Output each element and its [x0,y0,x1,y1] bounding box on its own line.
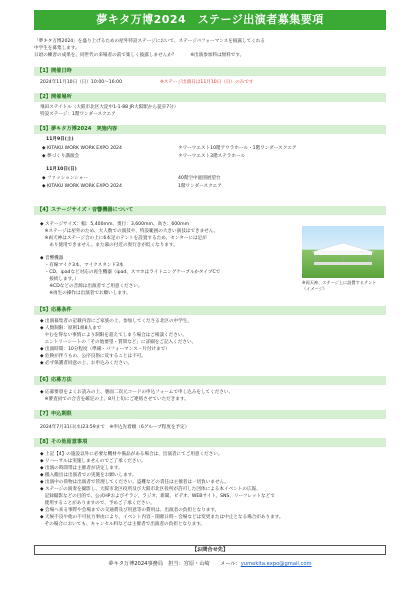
stage-line: ・CD、ipadなど対応の再生機器（ipad、スマホはライトニングケーブルかタイプCで [40,270,221,275]
venue-stage: 特設ステージ：1階ワンダースクエア [40,112,116,117]
note-line: ◆ ステージの演奏を撮影し、大阪市北区役所及び大阪市北区役所が許可した団体による本イベントの広報、 [40,487,261,492]
stage-line: ◆ 音響機器 [40,256,64,261]
section-header-deadline: 【7】申込期限 [34,410,386,419]
requirement-line: エントリーシートの「その他要望・質問など」に詳細をご記入ください。 [40,340,197,345]
note-line: ◆ 上記【4】の施設以外に必要な機材や備品がある場合は、出演者にてご用意ください。 [40,452,223,457]
note-line: その場合においても、キャンセル料などは主催者で出演者の負担となります。 [40,522,206,527]
contact-email-link[interactable]: yumekita.expo@gmail.com [240,561,312,567]
program-place: 1階ワンダースクエア [178,184,222,189]
tent-photo-caption: ※両天神、ステージ上に設置するテント（イメージ） [302,280,377,291]
program-item: ◆ ファッションショー [42,176,88,181]
requirement-line: ◆ 人数制限：原則1組8人まで [40,326,102,331]
requirement-line: ◆ 出演募集者の記載内容にご家族の上、参加してくださる北区の中学生。 [40,319,192,324]
note-line: ◆ 搬入搬出は出演者での実施をお願いします。 [40,473,137,478]
venue-address: 飛田ステイトル（大阪市北区大淀中1-1-88 JR大阪駅から徒歩7分） [40,105,179,110]
stage-line: ◆ ステージサイズ：幅：5,400mm、奥行：3,600mm、高さ：600mm [40,222,190,227]
note-line: ◆ 会場へ来る事際や会場までの交通費及び用意等の費用は、出演者の負担となります。 [40,508,220,513]
program-item: ◆ KITAKU WORK WORK EXPO 2024 [42,146,122,151]
section-header-notes: 【8】その他留意事項 [34,438,386,447]
intro-line: 中学生を募集します。 [34,46,80,51]
note-line: ◆ 天候不良や他の不可抗力事由により、イベント内容・開催日時・会場などは変更または中止となる場合があります。 [40,515,284,520]
note-line: 記録撮影などの目的で、公式HPおよびチラシ、ラジオ、新聞、ビデオ、WEBサイト、SNS、リーフレットなどで [40,494,275,499]
program-day-2: 11月10日(日) [46,167,77,172]
tent-photo [302,226,384,278]
stage-line: 接続します。） [40,277,79,282]
event-date: 2024年11月10日（日）10:00～16:00 [40,80,123,85]
organizer-text: 夢キタ万博2024事務局 担当：宮原・山崎 メール： [108,561,241,567]
intro-line: 「夢キタ万博2024」を盛り上げるための屋外特設ステージにおいて、ステージパフォーマンスを披露してくれる [34,39,265,44]
program-item: ◆ KITAKU WORK WORK EXPO 2024 [42,184,122,189]
section-header-requirements: 【5】応募条件 [34,306,386,315]
program-place: タワーウエスト10階アウラホール・1階ワンダースクエア [178,146,297,151]
section-header-stage-size: 【4】ステージサイズ・音響機器について [34,206,386,215]
program-place: タワーウエスト3階ステラホール [178,154,246,159]
section-header-venue: 【2】開催場所 [34,93,386,102]
intro-text [34,38,386,59]
note-line: ◆ 出演の時間帯は主催者が決定します。 [40,466,123,471]
note-line: 使用することがありますので、予めご了承ください。 [40,501,155,506]
stage-date-note: ※ステージ出演日は11月10日（日）のみです [160,80,254,85]
section-header-program: 【3】夢キタ万博2024 実施内容 [34,125,386,134]
note-line: ◆ 出演中の荷物は出演者で管理してください。盗難などの責任は主催者は一切負いません。 [40,480,230,485]
deadline-text: 2024年7月31日(水)23:59まで ※申込先着順（6グループ程度を予定） [40,425,190,430]
stage-line: ※CDなどの音源は出演者でご用意ください。 [40,284,143,289]
tent-icon [310,242,376,266]
requirement-line: ◆ 危険が伴うもの、公序良俗に反することは不可。 [40,354,146,359]
program-item: ◆ 夢づくり講演会 [42,154,80,159]
apply-line: ※審査員での合否を確定の上、8月上旬にご連絡させていただきます。 [40,397,189,402]
stage-line: ※両天神はステージ合の上に6本足のテントを設置するため、センターには足が [40,236,207,241]
stage-line: ※ステージは屋外のため、大人数での演技や、特設範囲の大きい演技はできません。 [40,229,219,234]
section-header-datetime: 【1】開催日時 [34,67,386,76]
apply-line: ◆ 応募要項をよくお読みの上、裏面二次元コードの申込フォームで申し込みをしてください。 [40,390,234,395]
contact-heading: 【お問合せ先】 [34,545,386,555]
contact-footer [34,560,386,568]
program-place: 40階空中庭園展望台 [178,176,221,181]
requirement-line: やむを得ない事情により制限を超えてしまう場合はご相談ください。 [40,333,188,338]
page-title: 夢キタ万博2024 ステージ出演者募集要項 [34,10,386,30]
intro-line: 日頃の練習の成果を、同世代の来場者の前で楽しく披露しませんか？ ※出演参加料は無料です。 [34,53,245,58]
requirement-line: ◆ 出演時間：10分程度（準備・パフォーマンス・片付けまで） [40,347,170,352]
note-line: ◆ リハーサルは実施しませんのでご了承ください。 [40,459,146,464]
stage-line: あり使用できません。また幕の付近の奥行きが低くなります。 [40,243,178,248]
requirement-line: ◆ 必ず保護者同意の上、お申込みください。 [40,361,133,366]
section-header-how-to-apply: 【6】応募方法 [34,376,386,385]
stage-line: ※再生の操作は出演者でお願いします。 [40,291,131,296]
program-day-1: 11月9日(土) [46,137,74,142]
stage-line: ・有線マイク3本、マイクスタンド3本 [40,263,124,268]
